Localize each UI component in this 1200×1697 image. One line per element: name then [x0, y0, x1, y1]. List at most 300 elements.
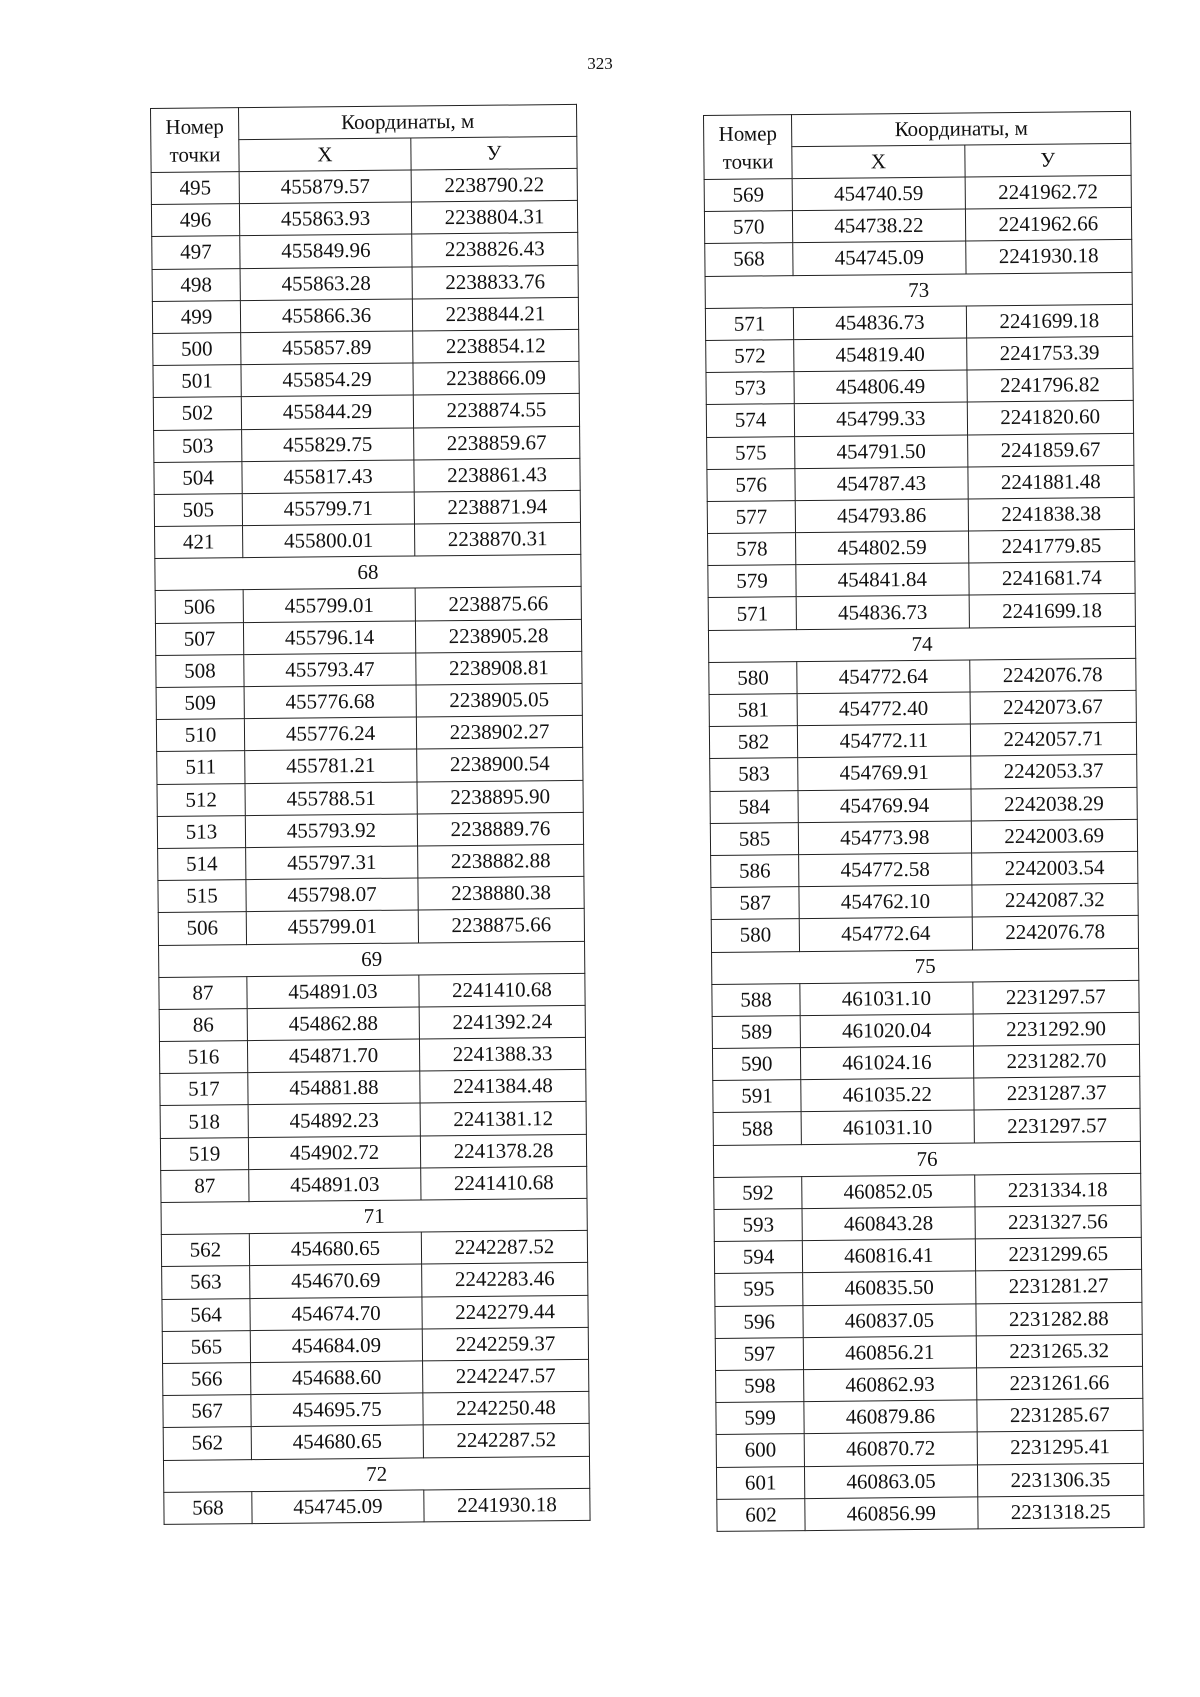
y-coordinate-cell: 2238875.66: [415, 587, 581, 621]
x-coordinate-cell: 455788.51: [245, 782, 417, 816]
x-coordinate-cell: 455844.29: [241, 395, 413, 429]
y-coordinate-cell: 2231285.67: [976, 1398, 1143, 1432]
table-row: [154, 426, 580, 462]
table-row: [155, 522, 581, 558]
x-coordinate-cell: 454769.94: [798, 789, 971, 823]
y-coordinate-cell: 2231265.32: [976, 1334, 1143, 1368]
x-coordinate-cell: 455793.92: [245, 814, 417, 848]
group-label: 72: [163, 1456, 589, 1492]
y-coordinate-cell: 2231281.27: [975, 1270, 1142, 1304]
y-coordinate-cell: 2242259.37: [422, 1327, 588, 1361]
y-coordinate-cell: 2238844.21: [412, 297, 578, 331]
table-row: [704, 175, 1131, 211]
y-coordinate-cell: 2241838.38: [968, 497, 1135, 531]
point-number-cell: 594: [714, 1241, 803, 1274]
y-coordinate-cell: 2241699.18: [966, 304, 1133, 338]
y-coordinate-cell: 2238880.38: [418, 876, 584, 910]
y-coordinate-cell: 2231306.35: [977, 1463, 1144, 1497]
point-number-cell: 575: [707, 436, 796, 469]
point-number-cell: 593: [714, 1209, 803, 1242]
point-number-cell: 495: [151, 172, 239, 205]
y-coordinate-cell: 2241681.74: [968, 562, 1135, 596]
x-coordinate-cell: 454799.33: [794, 402, 967, 436]
point-number-cell: 602: [717, 1498, 806, 1531]
y-coordinate-cell: 2231282.70: [973, 1044, 1140, 1078]
x-column-header: X: [792, 145, 965, 179]
point-number-cell: 592: [714, 1176, 803, 1209]
point-number-cell: 576: [707, 468, 796, 501]
y-coordinate-cell: 2241392.24: [419, 1005, 585, 1039]
y-coordinate-cell: 2242287.52: [423, 1424, 589, 1458]
point-number-cell: 498: [152, 268, 240, 301]
point-number-cell: 515: [158, 880, 246, 913]
x-coordinate-cell: 455863.93: [239, 202, 411, 236]
point-number-cell: 587: [711, 887, 800, 920]
point-number-cell: 574: [706, 404, 795, 437]
table-row: [159, 1037, 585, 1073]
table-row: [710, 755, 1137, 791]
y-coordinate-cell: 2238861.43: [414, 458, 580, 492]
x-coordinate-cell: 454772.58: [799, 853, 972, 887]
point-number-cell: 507: [155, 622, 243, 655]
point-number-cell: 512: [157, 783, 245, 816]
point-number-cell: 595: [715, 1273, 804, 1306]
x-coordinate-cell: 454836.73: [794, 306, 967, 340]
table-row: [159, 973, 585, 1009]
point-number-cell: 509: [156, 687, 244, 720]
table-row: [152, 233, 578, 269]
table-row: [704, 208, 1131, 244]
point-number-cell: 589: [712, 1015, 801, 1048]
point-number-cell: 588: [712, 983, 801, 1016]
x-coordinate-cell: 455849.96: [240, 234, 412, 268]
y-coordinate-cell: 2242073.67: [970, 690, 1137, 724]
table-row: [708, 562, 1135, 598]
y-coordinate-cell: 2241410.68: [419, 973, 585, 1007]
y-coordinate-cell: 2238826.43: [412, 233, 578, 267]
table-row: [151, 201, 577, 237]
point-number-cell: 87: [161, 1169, 249, 1202]
point-number-cell: 87: [159, 976, 247, 1009]
y-coordinate-cell: 2231282.88: [976, 1302, 1143, 1336]
point-number-cell: 573: [706, 372, 795, 405]
point-number-cell: 506: [158, 912, 246, 945]
point-number-cell: 564: [162, 1298, 250, 1331]
point-number-cell: 568: [164, 1491, 252, 1524]
x-coordinate-cell: 454819.40: [794, 338, 967, 372]
y-coordinate-cell: 2238905.28: [415, 619, 581, 653]
page-number: 323: [587, 54, 613, 73]
point-number-cell: 568: [705, 243, 794, 276]
x-coordinate-cell: 454670.69: [250, 1264, 422, 1298]
point-number-header: [151, 108, 240, 173]
table-row: [711, 883, 1138, 919]
point-number-cell: 516: [159, 1041, 247, 1074]
group-row: [713, 1141, 1140, 1177]
x-coordinate-cell: 454891.03: [249, 1168, 421, 1202]
point-number-cell: 505: [154, 494, 242, 527]
point-number-header-line2: точки: [169, 141, 221, 167]
table-row: [162, 1295, 588, 1331]
point-number-cell: 565: [162, 1330, 250, 1363]
x-coordinate-cell: 454769.91: [798, 756, 971, 790]
table-row: [707, 465, 1134, 501]
group-label: 69: [159, 941, 585, 977]
x-coordinate-cell: 454802.59: [796, 531, 969, 565]
x-coordinate-cell: 455776.68: [244, 685, 416, 719]
y-coordinate-cell: 2241384.48: [420, 1070, 586, 1104]
x-coordinate-cell: 455829.75: [242, 427, 414, 461]
y-column-header: У: [411, 136, 577, 170]
table-row: [153, 329, 579, 365]
x-coordinate-cell: 455866.36: [240, 299, 412, 333]
point-number-cell: 596: [715, 1305, 804, 1338]
x-coordinate-cell: 454745.09: [252, 1490, 424, 1524]
x-coordinate-cell: 454791.50: [795, 434, 968, 468]
point-number-cell: 519: [160, 1137, 248, 1170]
point-number-cell: 513: [157, 815, 245, 848]
x-coordinate-cell: 454695.75: [251, 1393, 423, 1427]
table-row: [706, 401, 1133, 437]
x-coordinate-cell: 454772.64: [799, 917, 972, 951]
point-number-cell: 563: [162, 1266, 250, 1299]
coordinates-header: Координаты, м: [239, 104, 577, 139]
point-number-cell: 500: [153, 333, 241, 366]
point-number-cell: 514: [158, 848, 246, 881]
table-row: [159, 1005, 585, 1041]
group-row: [161, 1198, 587, 1234]
y-coordinate-cell: 2238882.88: [418, 844, 584, 878]
x-coordinate-cell: 454892.23: [248, 1103, 420, 1137]
table-row: [705, 240, 1132, 276]
table-row: [708, 529, 1135, 565]
y-coordinate-cell: 2238895.90: [417, 780, 583, 814]
table-row: [155, 587, 581, 623]
table-row: [716, 1431, 1143, 1467]
table-row: [158, 909, 584, 945]
table-row: [163, 1359, 589, 1395]
y-coordinate-cell: 2241753.39: [966, 336, 1133, 370]
x-coordinate-cell: 460837.05: [803, 1304, 976, 1338]
x-coordinate-cell: 455857.89: [241, 331, 413, 365]
point-number-cell: 578: [708, 533, 797, 566]
table-row: [705, 304, 1132, 340]
table-row: [712, 980, 1139, 1016]
point-number-cell: 504: [154, 461, 242, 494]
table-row: [152, 297, 578, 333]
y-coordinate-cell: 2242247.57: [423, 1359, 589, 1393]
coordinates-table-left: [150, 104, 591, 1525]
x-coordinate-cell: 455800.01: [243, 524, 415, 558]
point-number-cell: 570: [704, 211, 793, 244]
x-coordinate-cell: 454862.88: [247, 1007, 419, 1041]
table-row: [714, 1173, 1141, 1209]
x-coordinate-cell: 454674.70: [250, 1297, 422, 1331]
y-coordinate-cell: 2238833.76: [412, 265, 578, 299]
point-number-cell: 601: [716, 1466, 805, 1499]
point-number-cell: 496: [151, 204, 239, 237]
table-row: [162, 1327, 588, 1363]
y-coordinate-cell: 2241410.68: [421, 1166, 587, 1200]
table-row: [712, 1044, 1139, 1080]
y-coordinate-cell: 2231334.18: [974, 1173, 1141, 1207]
point-number-cell: 581: [709, 694, 798, 727]
x-coordinate-cell: 454680.65: [249, 1232, 421, 1266]
table-row: [155, 619, 581, 655]
y-coordinate-cell: 2238804.31: [411, 201, 577, 235]
y-coordinate-cell: 2238854.12: [413, 329, 579, 363]
table-row: [160, 1070, 586, 1106]
table-row: [707, 497, 1134, 533]
y-coordinate-cell: 2242053.37: [970, 755, 1137, 789]
table-row: [161, 1166, 587, 1202]
point-number-cell: 497: [152, 236, 240, 269]
y-coordinate-cell: 2241699.18: [969, 594, 1136, 628]
point-number-cell: 600: [716, 1434, 805, 1467]
x-coordinate-cell: 455796.14: [243, 621, 415, 655]
x-coordinate-cell: 455793.47: [244, 653, 416, 687]
point-number-cell: 502: [153, 397, 241, 430]
point-number-header-line1: Номер: [165, 113, 224, 139]
table-row: [709, 658, 1136, 694]
x-coordinate-cell: 455854.29: [241, 363, 413, 397]
point-number-cell: 567: [163, 1395, 251, 1428]
group-row: [155, 555, 581, 591]
point-number-cell: 571: [708, 597, 797, 630]
y-coordinate-cell: 2238889.76: [417, 812, 583, 846]
point-number-cell: 499: [152, 300, 240, 333]
table-row: [715, 1334, 1142, 1370]
table-row: [716, 1398, 1143, 1434]
y-coordinate-cell: 2231297.57: [972, 980, 1139, 1014]
coordinates-header: Координаты, м: [792, 111, 1131, 146]
table-row: [714, 1205, 1141, 1241]
y-coordinate-cell: 2231261.66: [976, 1366, 1143, 1400]
table-row: [707, 433, 1134, 469]
y-coordinate-cell: 2242287.52: [421, 1231, 587, 1265]
point-number-header-line2: точки: [722, 148, 774, 174]
y-coordinate-cell: 2242003.69: [971, 819, 1138, 853]
table-row: [715, 1302, 1142, 1338]
y-coordinate-cell: 2241962.72: [965, 175, 1132, 209]
x-coordinate-cell: 461031.10: [801, 1110, 974, 1144]
group-row: [163, 1456, 589, 1492]
x-coordinate-cell: 455781.21: [245, 749, 417, 783]
x-coordinate-cell: 454773.98: [798, 821, 971, 855]
table-row: [157, 780, 583, 816]
point-number-cell: 518: [160, 1105, 248, 1138]
x-coordinate-cell: 460816.41: [803, 1239, 976, 1273]
point-number-cell: 86: [159, 1008, 247, 1041]
x-coordinate-cell: 461031.10: [800, 982, 973, 1016]
y-coordinate-cell: 2231318.25: [977, 1495, 1144, 1529]
table-row: [706, 369, 1133, 405]
x-coordinate-cell: 454772.64: [797, 660, 970, 694]
x-coordinate-cell: 454891.03: [247, 975, 419, 1009]
table-row: [156, 651, 582, 687]
y-coordinate-cell: 2241881.48: [967, 465, 1134, 499]
table-body: [704, 175, 1144, 1531]
table-row: [713, 1077, 1140, 1113]
y-coordinate-cell: 2231297.57: [974, 1109, 1141, 1143]
y-coordinate-cell: 2242076.78: [969, 658, 1136, 692]
x-coordinate-cell: 454680.65: [251, 1425, 423, 1459]
x-coordinate-cell: 455776.24: [244, 717, 416, 751]
y-coordinate-cell: 2238866.09: [413, 362, 579, 396]
x-coordinate-cell: 455799.71: [242, 492, 414, 526]
x-coordinate-cell: 455799.01: [243, 588, 415, 622]
x-coordinate-cell: 461035.22: [801, 1078, 974, 1112]
x-coordinate-cell: 455817.43: [242, 460, 414, 494]
table-row: [154, 458, 580, 494]
x-coordinate-cell: 461020.04: [800, 1014, 973, 1048]
x-coordinate-cell: 454806.49: [794, 370, 967, 404]
y-coordinate-cell: 2238790.22: [411, 168, 577, 202]
table-row: [163, 1391, 589, 1427]
x-coordinate-cell: 454793.86: [795, 499, 968, 533]
group-label: 71: [161, 1198, 587, 1234]
x-coordinate-cell: 455879.57: [239, 170, 411, 204]
group-label: 75: [712, 948, 1139, 984]
x-coordinate-cell: 455799.01: [246, 910, 418, 944]
point-number-cell: 572: [706, 340, 795, 373]
point-number-cell: 421: [155, 526, 243, 559]
point-number-cell: 571: [705, 307, 794, 340]
table-row: [711, 851, 1138, 887]
y-coordinate-cell: 2242057.71: [970, 723, 1137, 757]
x-coordinate-cell: 455797.31: [246, 846, 418, 880]
table-row: [157, 812, 583, 848]
point-number-cell: 503: [154, 429, 242, 462]
table-row: [161, 1231, 587, 1267]
table-row: [158, 876, 584, 912]
point-number-cell: 562: [163, 1427, 251, 1460]
y-coordinate-cell: 2238902.27: [416, 716, 582, 750]
group-row: [705, 272, 1132, 308]
table-row: [151, 168, 577, 204]
group-row: [159, 941, 585, 977]
table-row: [710, 787, 1137, 823]
point-number-header-line1: Номер: [718, 120, 778, 146]
x-column-header: X: [239, 138, 411, 172]
point-number-cell: 517: [160, 1073, 248, 1106]
table-row: [158, 844, 584, 880]
point-number-cell: 582: [709, 726, 798, 759]
y-coordinate-cell: 2238871.94: [414, 490, 580, 524]
group-row: [708, 626, 1135, 662]
point-number-cell: 508: [156, 654, 244, 687]
point-number-cell: 580: [711, 919, 800, 952]
x-coordinate-cell: 454688.60: [251, 1361, 423, 1395]
point-number-cell: 597: [715, 1337, 804, 1370]
y-coordinate-cell: 2238859.67: [414, 426, 580, 460]
table-row: [715, 1270, 1142, 1306]
table-row: [716, 1463, 1143, 1499]
coordinates-table-right: [703, 111, 1145, 1532]
table-row: [716, 1366, 1143, 1402]
y-coordinate-cell: 2242250.48: [423, 1391, 589, 1425]
x-coordinate-cell: 460879.86: [804, 1400, 977, 1434]
y-coordinate-cell: 2241388.33: [419, 1037, 585, 1071]
y-column-header: У: [964, 143, 1131, 177]
table-row: [154, 490, 580, 526]
x-coordinate-cell: 460862.93: [804, 1368, 977, 1402]
table-row: [713, 1109, 1140, 1145]
y-coordinate-cell: 2238875.66: [418, 909, 584, 943]
point-number-cell: 506: [155, 590, 243, 623]
table-row: [709, 690, 1136, 726]
x-coordinate-cell: 454740.59: [792, 177, 965, 211]
y-coordinate-cell: 2231292.90: [973, 1012, 1140, 1046]
y-coordinate-cell: 2242003.54: [971, 851, 1138, 885]
y-coordinate-cell: 2241381.12: [420, 1102, 586, 1136]
y-coordinate-cell: 2238900.54: [417, 748, 583, 782]
x-coordinate-cell: 454841.84: [796, 563, 969, 597]
y-coordinate-cell: 2238905.05: [416, 683, 582, 717]
group-row: [712, 948, 1139, 984]
x-coordinate-cell: 460843.28: [802, 1207, 975, 1241]
point-number-cell: 599: [716, 1402, 805, 1435]
y-coordinate-cell: 2242283.46: [422, 1263, 588, 1297]
point-number-cell: 579: [708, 565, 797, 598]
table-row: [160, 1102, 586, 1138]
table-body: [151, 168, 590, 1524]
point-number-cell: 598: [716, 1370, 805, 1403]
table-row: [156, 716, 582, 752]
table-row: [162, 1263, 588, 1299]
table-row: [153, 394, 579, 430]
x-coordinate-cell: 460870.72: [804, 1432, 977, 1466]
x-coordinate-cell: 454772.11: [798, 724, 971, 758]
y-coordinate-cell: 2241378.28: [420, 1134, 586, 1168]
table-row: [708, 594, 1135, 630]
x-coordinate-cell: 454881.88: [248, 1071, 420, 1105]
point-number-cell: 584: [710, 790, 799, 823]
x-coordinate-cell: 461024.16: [801, 1046, 974, 1080]
group-label: 74: [708, 626, 1135, 662]
y-coordinate-cell: 2241930.18: [965, 240, 1132, 274]
x-coordinate-cell: 454772.40: [797, 692, 970, 726]
x-coordinate-cell: 454902.72: [248, 1136, 420, 1170]
table-row: [156, 683, 582, 719]
y-coordinate-cell: 2238870.31: [415, 522, 581, 556]
y-coordinate-cell: 2238874.55: [413, 394, 579, 428]
x-coordinate-cell: 454762.10: [799, 885, 972, 919]
y-coordinate-cell: 2242038.29: [971, 787, 1138, 821]
y-coordinate-cell: 2242087.32: [971, 883, 1138, 917]
x-coordinate-cell: 454836.73: [796, 595, 969, 629]
x-coordinate-cell: 460856.99: [805, 1497, 978, 1531]
point-number-cell: 511: [157, 751, 245, 784]
x-coordinate-cell: 454738.22: [793, 209, 966, 243]
group-label: 76: [713, 1141, 1140, 1177]
point-number-cell: 583: [710, 758, 799, 791]
x-coordinate-cell: 454787.43: [795, 467, 968, 501]
x-coordinate-cell: 454871.70: [247, 1039, 419, 1073]
table-row: [163, 1424, 589, 1460]
group-label: 73: [705, 272, 1132, 308]
point-number-cell: 591: [713, 1080, 802, 1113]
table-row: [160, 1134, 586, 1170]
point-number-header: [704, 115, 793, 180]
x-coordinate-cell: 454745.09: [793, 241, 966, 275]
table-row: [712, 1012, 1139, 1048]
x-coordinate-cell: 460852.05: [802, 1175, 975, 1209]
point-number-cell: 501: [153, 365, 241, 398]
y-coordinate-cell: 2241779.85: [968, 529, 1135, 563]
y-coordinate-cell: 2238908.81: [416, 651, 582, 685]
y-coordinate-cell: 2241930.18: [424, 1488, 590, 1522]
